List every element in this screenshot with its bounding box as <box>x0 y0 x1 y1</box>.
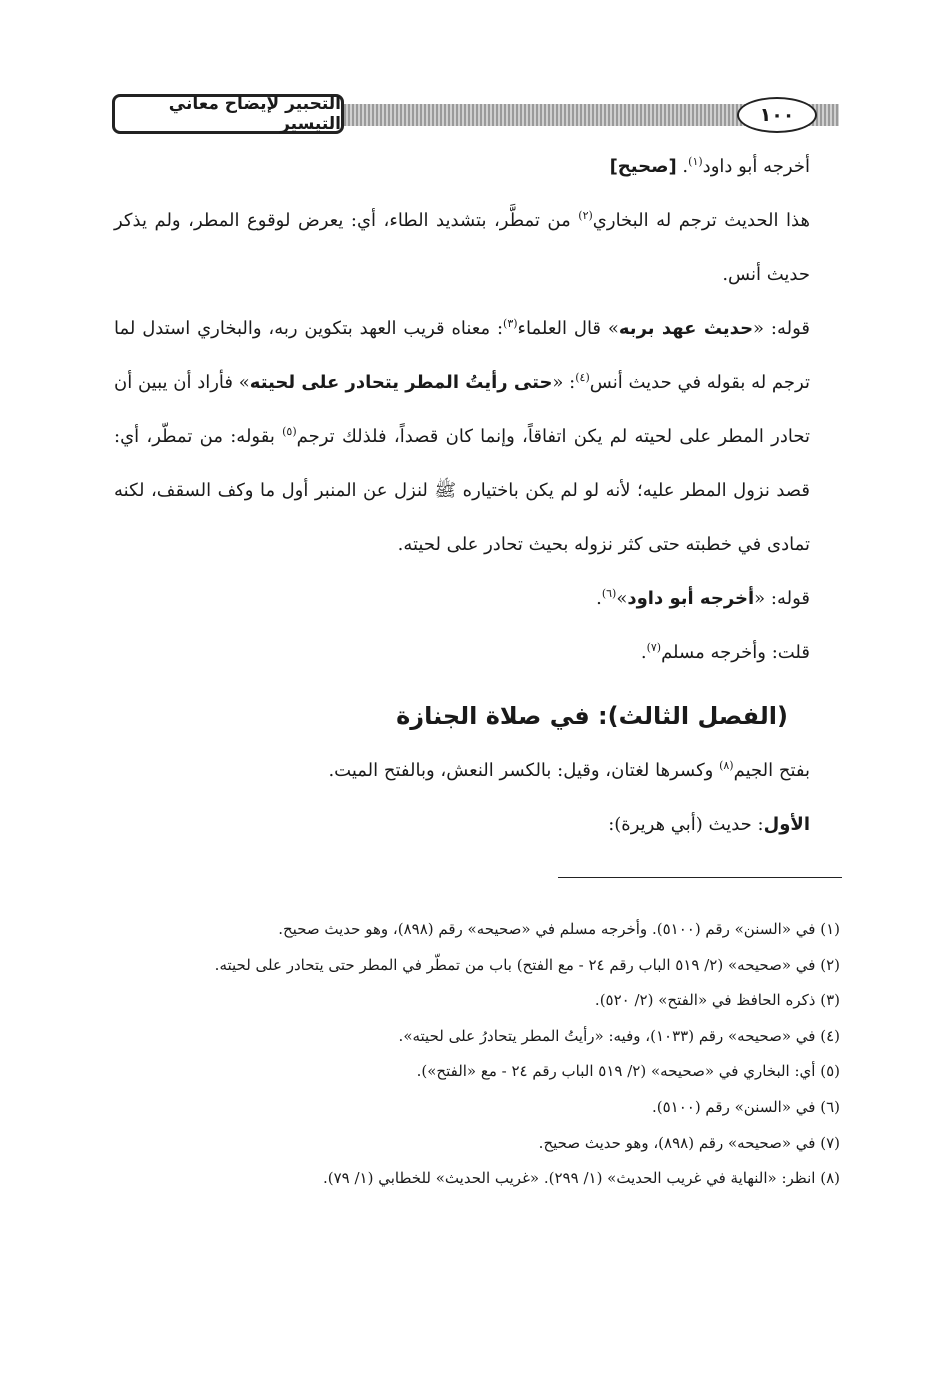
paragraph-bukhari-title: هذا الحديث ترجم له البخاري$^{(٢)}$ من تمطَّر، بتشديد الطاء، أي: يعرض لوقوع المطر، ولم يذكر حديث أنس. <box>114 209 810 285</box>
paragraph-commentary: قوله: «حديث عهد بربه» قال العلماء$^{(٣)}$: معناه قريب العهد بتكوين ربه، والبخاري استدل لما ترجم له بقوله في حديث أنس$^{(٤)}$: «حتى رأيتُ المطر يتحادر على لحيته» فأراد أن يبين أن تحادر المطر على لحيته لم يكن اتفاقاً، وإنما كان قصداً، فلذلك ترجم$^{(٥)}$ بقوله: من تمطّر، أي: قصد نزول المطر عليه؛ لأنه لو لم يكن باختياره ﷺ لنزل عن المنبر أول ما وكف السقف، لكنه تمادى في خطبته حتى كثر نزوله بحيث تحادر على لحيته. <box>114 317 811 555</box>
hadith-grade: [صحيح] <box>609 156 677 177</box>
footnote-item: (٣) ذكره الحافظ في «الفتح» (٢/ ٥٢٠). <box>594 991 840 1010</box>
footnote-separator <box>558 877 842 878</box>
paragraph-janaza: بفتح الجيم$^{(٨)}$ وكسرها لغتان، وقيل: بالكسر النعش، وبالفتح الميت. <box>328 759 810 781</box>
footnote-ref-3[interactable]: (٣) <box>503 317 518 330</box>
main-text <box>114 140 840 852</box>
paragraph-muslim: قلت: وأخرجه مسلم$^{(٧)}$. <box>640 641 810 663</box>
paragraph-abu-dawud: قوله: «أخرجه أبو داود»$^{(٦)}$. <box>596 587 810 609</box>
footnote-ref-8[interactable]: (٨) <box>719 759 734 772</box>
section-heading: (الفصل الثالث): في صلاة الجنازة <box>396 702 788 730</box>
footnote-ref-5[interactable]: (٥) <box>282 425 297 438</box>
paragraph-first-hadith: الأول: حديث (أبي هريرة): <box>608 814 810 835</box>
book-title: التحبير لإيضاح معاني التيسير <box>112 94 344 134</box>
footnote-item: (٢) في «صحيحه» (٢/ ٥١٩ الباب رقم ٢٤ - مع الفتح) باب من تمطّر في المطر حتى يتحادر على لحيته. <box>214 955 840 974</box>
footnote-ref-6[interactable]: (٦) <box>601 587 617 600</box>
footnote-ref-4[interactable]: (٤) <box>575 371 590 384</box>
footnote-ref-7[interactable]: (٧) <box>646 641 662 654</box>
footnotes <box>114 912 840 1197</box>
page-number: ١٠٠ <box>737 97 817 133</box>
footnote-item: (٤) في «صحيحه» رقم (١٠٣٣)، وفيه: «رأيتُ المطر يتحادرُ على لحيته». <box>398 1026 840 1045</box>
footnote-item: (٨) انظر: «النهاية في غريب الحديث» (١/ ٢٩٩). «غريب الحديث» للخطابي (١/ ٧٩). <box>322 1169 840 1188</box>
footnote-item: (٥) أي: البخاري في «صحيحه» (٢/ ٥١٩ الباب رقم ٢٤ - مع «الفتح»). <box>416 1062 840 1081</box>
page-header <box>112 94 839 138</box>
footnote-ref-2[interactable]: (٢) <box>578 209 593 222</box>
paragraph-takhrij: أخرجه أبو داود$^{(١)}$. [صحيح] <box>609 155 810 177</box>
footnote-item: (٦) في «السنن» رقم (٥١٠٠). <box>651 1097 840 1116</box>
footnote-item: (١) في «السنن» رقم (٥١٠٠). وأخرجه مسلم في «صحيحه» رقم (٨٩٨)، وهو حديث صحيح. <box>278 920 840 938</box>
footnote-item: (٧) في «صحيحه» رقم (٨٩٨)، وهو حديث صحيح. <box>538 1133 840 1152</box>
footnote-ref-1[interactable]: (١) <box>688 155 703 168</box>
